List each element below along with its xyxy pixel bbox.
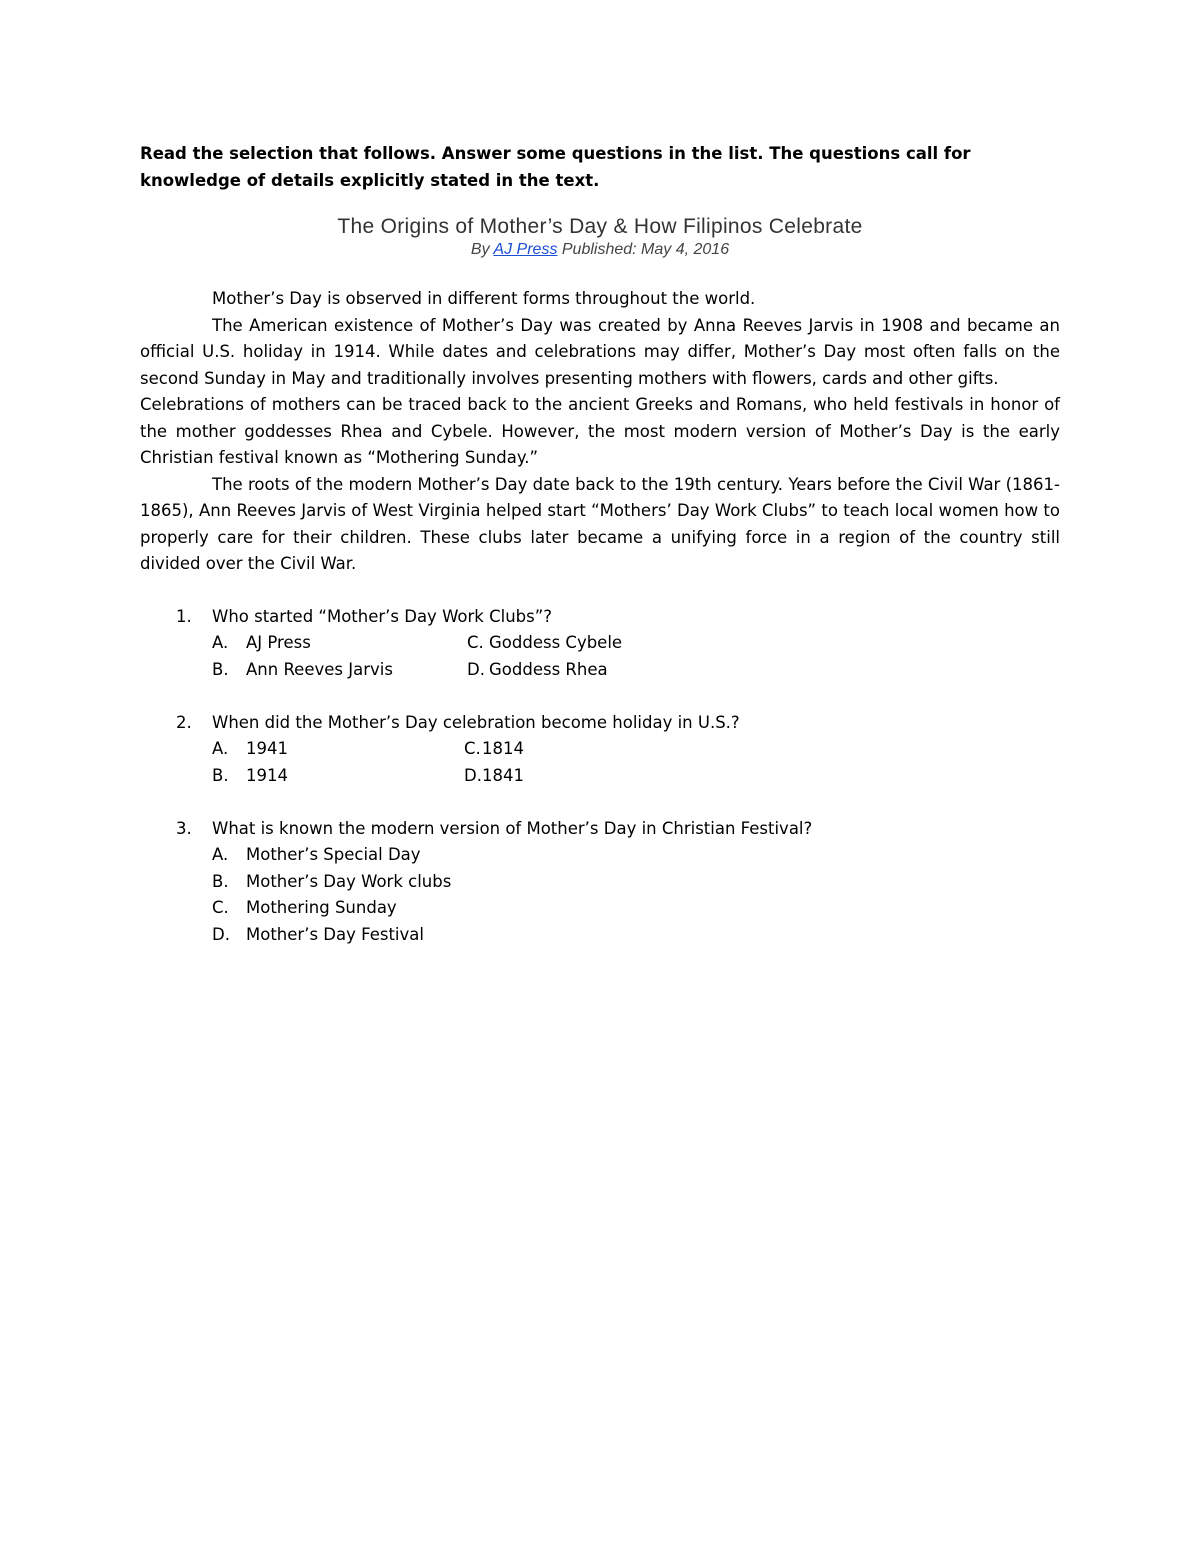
instructions: Read the selection that follows. Answer some questions in the list. The questions call for knowledge of details explicitly stated in the text.	[140, 144, 971, 190]
paragraph: The roots of the modern Mother’s Day date back to the 19th century. Years before the Civil War (1861-1865), Ann Reeves Jarvis of West Virginia helped start “Mothers’ Day Work Clubs” to teach local women how to properly care for their children. These clubs later became a unifying force in a region of the country still divided over the Civil War.	[140, 474, 1060, 573]
choice-letter: D.	[212, 924, 230, 944]
choice-a	[212, 630, 467, 657]
choice-letter: D.	[467, 659, 485, 679]
choice-d	[467, 657, 608, 684]
choice-letter: C.	[464, 739, 481, 758]
choice-text: Mother’s Special Day	[246, 845, 421, 864]
question-text: What is known the modern version of Mother’s Day in Christian Festival?	[212, 818, 813, 838]
question-3	[140, 816, 1060, 949]
choice-letter: A.	[212, 739, 229, 758]
author-link[interactable]: AJ Press	[493, 241, 558, 258]
answer-choices	[140, 736, 1060, 789]
question-number: 3.	[176, 818, 192, 838]
choice-text: Mother’s Day Work clubs	[246, 871, 452, 891]
question-text: When did the Mother’s Day celebration become holiday in U.S.?	[212, 712, 740, 732]
article-body	[140, 286, 1060, 578]
question-1	[140, 604, 1060, 684]
question-number: 1.	[176, 606, 192, 626]
choice-text: Goddess Rhea	[489, 659, 608, 679]
byline-prefix: By	[470, 241, 494, 258]
choice-row	[212, 736, 1060, 763]
choice-c	[464, 736, 524, 763]
question-list	[140, 604, 1060, 949]
choice-letter: B.	[212, 765, 229, 785]
published-date: Published: May 4, 2016	[557, 241, 730, 258]
choice-text: 1814	[482, 739, 524, 758]
choice-letter: C.	[467, 633, 484, 652]
choice-row	[212, 763, 1060, 790]
article-header	[140, 214, 1060, 260]
question-prompt	[140, 816, 1060, 843]
answer-choices	[140, 842, 1060, 948]
choice-row	[212, 657, 1060, 684]
question-text: Who started “Mother’s Day Work Clubs”?	[212, 606, 553, 626]
paragraph: Celebrations of mothers can be traced back to the ancient Greeks and Romans, who held festivals in honor of the mother goddesses Rhea and Cybele. However, the most modern version of Mother’s Day is the early Christian festival known as “Mothering Sunday.”	[140, 395, 1060, 467]
choice-letter: B.	[212, 659, 229, 679]
choice-text: 1941	[246, 739, 288, 758]
choice-letter: B.	[212, 871, 229, 891]
choice-letter: C.	[212, 898, 229, 917]
article-title: The Origins of Mother’s Day & How Filipinos Celebrate	[337, 215, 863, 238]
question-2	[140, 710, 1060, 790]
choice-a	[212, 736, 464, 763]
choice-text: 1914	[246, 765, 288, 785]
choice-text: Goddess Cybele	[489, 633, 623, 652]
question-prompt	[140, 604, 1060, 631]
choice-text: Mother’s Day Festival	[246, 924, 424, 944]
choice-a	[212, 842, 1060, 869]
choice-d	[464, 763, 524, 790]
choice-text: AJ Press	[246, 633, 311, 652]
byline	[140, 240, 1060, 260]
choice-letter: A.	[212, 845, 229, 864]
question-number: 2.	[176, 712, 192, 732]
choice-d	[212, 922, 1060, 949]
choice-text: Mothering Sunday	[246, 898, 397, 917]
choice-b	[212, 657, 467, 684]
question-prompt	[140, 710, 1060, 737]
paragraph: Mother’s Day is observed in different forms throughout the world.	[212, 289, 756, 308]
choice-text: Ann Reeves Jarvis	[246, 659, 393, 679]
choice-b	[212, 869, 1060, 896]
choice-c	[467, 630, 622, 657]
choice-c	[212, 895, 1060, 922]
document-page	[140, 140, 1060, 975]
choice-text: 1841	[482, 765, 524, 785]
answer-choices	[140, 630, 1060, 683]
choice-letter: D.	[464, 765, 482, 785]
paragraph: The American existence of Mother’s Day was created by Anna Reeves Jarvis in 1908 and became an official U.S. holiday in 1914. While dates and celebrations may differ, Mother’s Day most often falls on the second Sunday in May and traditionally involves presenting mothers with flowers, cards and other gifts.	[140, 315, 1060, 388]
choice-letter: A.	[212, 633, 229, 652]
choice-b	[212, 763, 464, 790]
choice-row	[212, 630, 1060, 657]
